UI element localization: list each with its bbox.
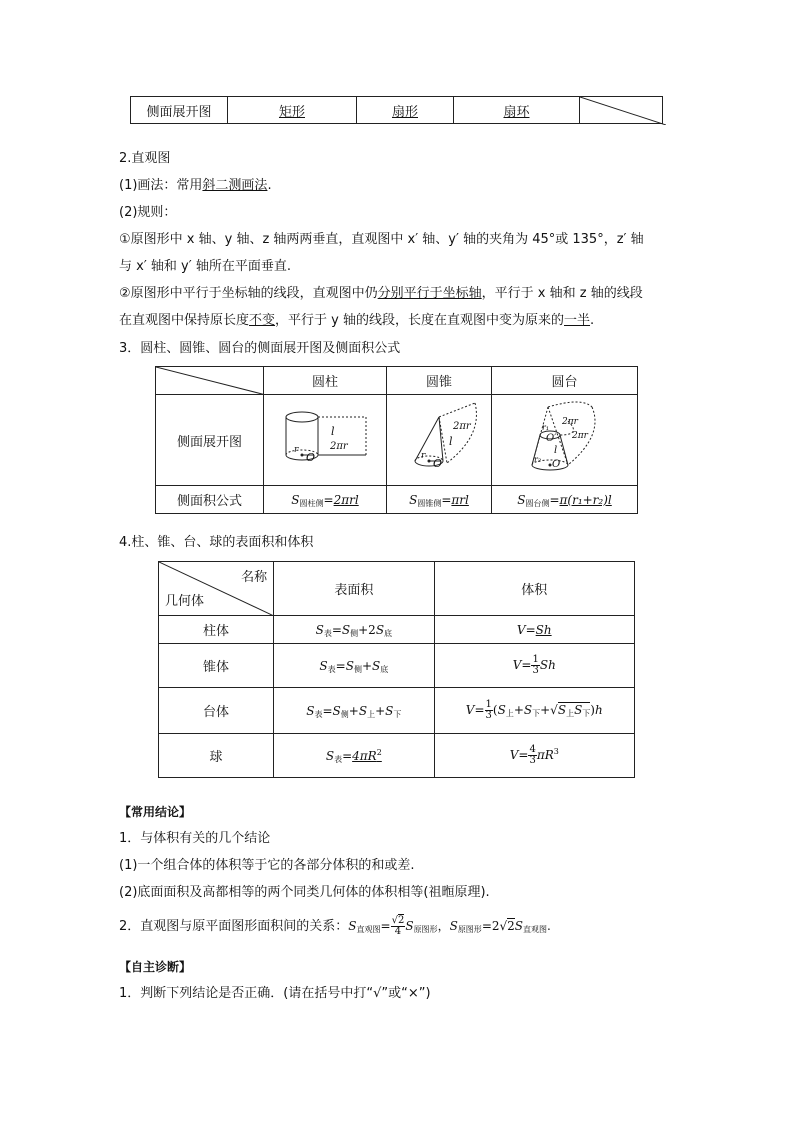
section3-header-cone: 圆锥 <box>387 367 492 395</box>
conclusion-item1-title: 1．与体积有关的几个结论 <box>119 831 271 846</box>
section2-rule1-line1: ①原图形中 x 轴、y 轴、z 轴两两垂直，直观图中 x′ 轴、y′ 轴的夹角为 45°或 135°，z′ 轴 <box>119 232 644 247</box>
row-sphere-name: 球 <box>159 734 274 778</box>
section3-header-frustum: 圆台 <box>492 367 638 395</box>
cone-label-o: O <box>433 457 443 470</box>
cone-net-diagram <box>387 395 492 486</box>
section3-title: 3．圆柱、圆锥、圆台的侧面展开图及侧面积公式 <box>119 341 401 356</box>
conclusions-heading: 【常用结论】 <box>119 805 192 819</box>
formula-cylinder: S圆柱侧=2πrl <box>264 486 387 514</box>
frus-label-l: l <box>554 445 558 456</box>
header-volume: 体积 <box>434 562 634 616</box>
frus-label-r1: r₁ <box>542 423 550 432</box>
diagnosis-heading: 【自主诊断】 <box>119 960 192 974</box>
row-prism-name: 柱体 <box>159 616 274 644</box>
section2-title: 2.直观图 <box>119 151 171 166</box>
conclusion-item1-a: (1)一个组合体的体积等于它的各部分体积的和或差. <box>119 858 415 873</box>
header-surface-area: 表面积 <box>274 562 434 616</box>
formula-cone: S圆锥侧=πrl <box>387 486 492 514</box>
section3-table <box>155 366 638 514</box>
top-table-diagonal-cell <box>580 97 663 124</box>
section2-rules-title: (2)规则： <box>119 205 177 220</box>
row-prism-volume: V=Sh <box>434 616 634 644</box>
row-pyramid-volume: V= $\frac{1}{3}$ Sh <box>434 644 634 688</box>
cone-label-2pir: 2πr <box>453 421 471 432</box>
cyl-label-2pir: 2πr <box>330 441 348 452</box>
row-pyramid-surface: S表=S侧+S底 <box>274 644 434 688</box>
section2-rule1-line2: 与 x′ 轴和 y′ 轴所在平面垂直. <box>119 259 291 274</box>
corner-diagonal <box>156 367 266 395</box>
top-table-row-label: 侧面展开图 <box>131 97 228 124</box>
top-table-cell-sector: 扇形 <box>391 104 418 120</box>
cyl-label-r: r <box>294 445 299 455</box>
top-table-cell-annulus: 扇环 <box>503 104 530 120</box>
cylinder-net-diagram <box>264 395 387 486</box>
section3-row2-label: 侧面积公式 <box>156 486 264 514</box>
cone-label-l: l <box>449 435 453 448</box>
row-prism-surface: S表=S侧+2S底 <box>274 616 434 644</box>
top-table-cell-rect: 矩形 <box>278 104 305 120</box>
section2-rule2-line2: 在直观图中保持原长度不变，平行于 y 轴的线段，长度在直观图中变为原来的一半. <box>119 313 595 328</box>
frus-label-2pir1: 2πr <box>562 417 578 427</box>
section2-method: (1)画法：常用斜二测画法. <box>119 178 272 193</box>
row-sphere-volume: V= $\frac{4}{3}$ $\pi R^3$ <box>434 734 634 778</box>
conclusion-item1-b: (2)底面面积及高都相等的两个同类几何体的体积相等(祖暅原理). <box>119 885 490 900</box>
frus-label-oprime: O′ <box>546 433 557 444</box>
cyl-label-l: l <box>331 425 335 438</box>
frus-label-o: O <box>552 459 561 470</box>
row-frustum-surface: S表=S侧+S上+S下 <box>274 688 434 734</box>
top-table <box>130 96 663 124</box>
section3-row1-label: 侧面展开图 <box>156 395 264 486</box>
section3-header-cylinder: 圆柱 <box>264 367 387 395</box>
section3-corner-cell <box>156 367 264 395</box>
section4-table <box>158 561 635 778</box>
frustum-net-diagram <box>492 395 638 486</box>
frus-label-r2: r₂ <box>534 455 542 464</box>
diagonal-line <box>580 97 666 125</box>
row-frustum-name: 台体 <box>159 688 274 734</box>
header-geometry: 几何体 <box>165 594 205 609</box>
cone-label-r: r <box>421 451 426 461</box>
diagnosis-item1: 1．判断下列结论是否正确．(请在括号中打“√”或“×”) <box>119 986 431 1001</box>
formula-frustum: S圆台侧=π(r₁+r₂)l <box>492 486 638 514</box>
row-frustum-volume: V= $\frac{1}{3}$ (S上+S下+√S上S下)h <box>434 688 634 734</box>
section4-corner-cell <box>159 562 274 616</box>
row-pyramid-name: 锥体 <box>159 644 274 688</box>
header-name: 名称 <box>241 570 268 585</box>
section4-title: 4.柱、锥、台、球的表面积和体积 <box>119 535 314 550</box>
row-sphere-surface: S表$=4\pi R^2$ <box>274 734 434 778</box>
conclusion-item2: 2．直观图与原平面图形面积间的关系：S直观图= $\frac{√2}{4}$ S原图形，S原图形=2√2S直观图. <box>119 915 551 937</box>
cyl-label-o: O <box>306 451 316 464</box>
frus-label-2pir2: 2πr <box>572 431 588 441</box>
section2-rule2-line1: ②原图形中平行于坐标轴的线段，直观图中仍分别平行于坐标轴，平行于 x 轴和 z 轴的线段 <box>119 286 643 301</box>
